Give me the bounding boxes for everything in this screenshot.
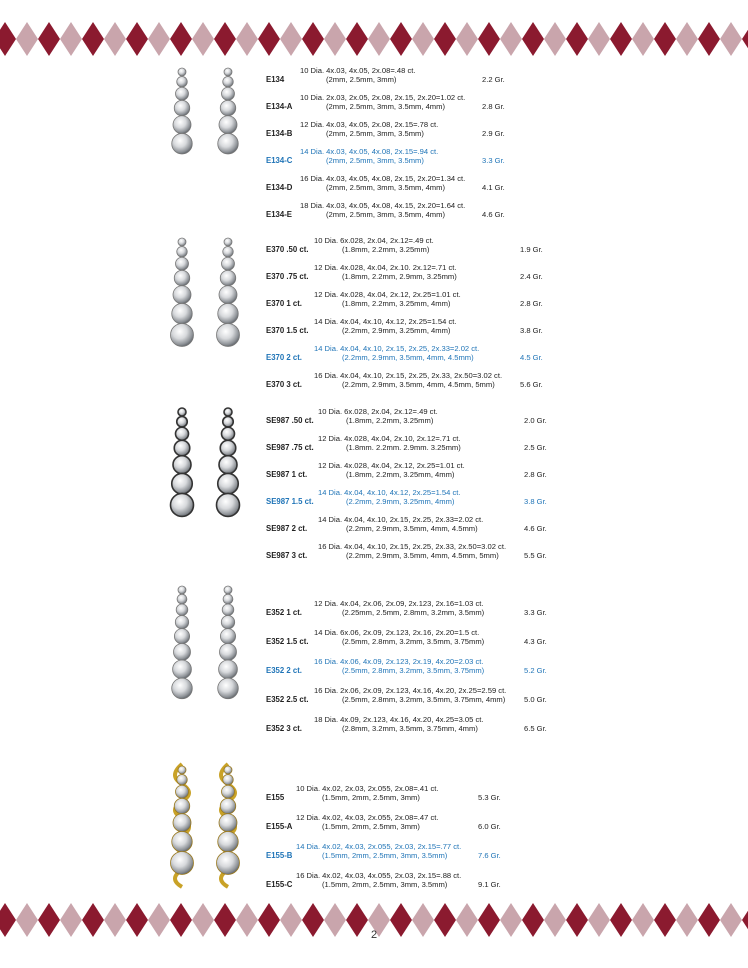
product-code: E134-A	[266, 102, 293, 111]
diamond-ornament	[280, 22, 302, 56]
stone-sizes: (2.5mm, 2.8mm, 3.2mm, 3.5mm, 3.75mm)	[342, 666, 485, 675]
diamond-ornament	[148, 22, 170, 56]
diamond-ornament	[368, 22, 390, 56]
gold-weight: 4.1 Gr.	[482, 183, 505, 192]
product-code: E155-B	[266, 851, 293, 860]
earring-photo-e134	[150, 62, 260, 222]
product-code: SE987 .75 ct.	[266, 443, 314, 452]
product-entry	[0, 599, 748, 619]
diamond-spec: 10 Dia. 2x.03, 2x.05, 2x.08, 2x.15, 2x.20=1.02 ct.	[300, 93, 466, 102]
diamond-ornament	[126, 22, 148, 56]
diamond-spec: 16 Dia. 4x.02, 4x.03, 4x.055, 2x.03, 2x.15=.88 ct.	[296, 871, 462, 880]
product-code: E155	[266, 793, 285, 802]
gold-weight: 2.9 Gr.	[482, 129, 505, 138]
diamond-ornament	[236, 22, 258, 56]
stone-sizes: (1.8mm. 2.2mm. 2.9mm. 3.25mm)	[346, 443, 461, 452]
product-code: SE987 1 ct.	[266, 470, 308, 479]
diamond-ornament	[214, 22, 236, 56]
product-code: E370 1.5 ct.	[266, 326, 309, 335]
diamond-ornament	[698, 22, 720, 56]
diamond-spec: 12 Dia. 4x.028, 4x.04, 2x.12, 2x.25=1.01 ct.	[314, 290, 461, 299]
diamond-spec: 12 Dia. 4x.03, 4x.05, 2x.08, 2x.15=.78 ct.	[300, 120, 439, 129]
product-entry	[0, 201, 748, 221]
gold-weight: 4.6 Gr.	[524, 524, 547, 533]
product-code: E155-C	[266, 880, 293, 889]
gold-weight: 2.0 Gr.	[524, 416, 547, 425]
product-code: SE987 1.5 ct.	[266, 497, 314, 506]
gold-weight: 4.6 Gr.	[482, 210, 505, 219]
product-entry	[0, 657, 748, 677]
page-number: 2	[370, 929, 378, 941]
product-entry	[0, 120, 748, 140]
product-code: E134-C	[266, 156, 293, 165]
product-code: E370 3 ct.	[266, 380, 302, 389]
stone-sizes: (2.2mm, 2.9mm, 3.5mm, 4mm, 4.5mm)	[346, 524, 478, 533]
diamond-ornament	[522, 22, 544, 56]
diamond-spec: 14 Dia. 4x.04, 4x.10, 4x.12, 2x.25=1.54 ct.	[318, 488, 461, 497]
gold-weight: 5.2 Gr.	[524, 666, 547, 675]
earring-photo-icon	[150, 62, 260, 222]
product-code: SE987 .50 ct.	[266, 416, 314, 425]
gold-weight: 2.8 Gr.	[482, 102, 505, 111]
product-code: E370 .75 ct.	[266, 272, 309, 281]
diamond-ornament	[60, 22, 82, 56]
diamond-ornament	[346, 22, 368, 56]
diamond-spec: 12 Dia. 4x.028, 4x.04, 2x.10, 2x.12=.71 ct.	[318, 434, 461, 443]
stone-sizes: (1.8mm, 2.2mm, 3.25mm, 4mm)	[342, 299, 451, 308]
diamond-spec: 16 Dia. 2x.06, 2x.09, 2x.123, 4x.16, 4x.20, 2x.25=2.59 ct.	[314, 686, 507, 695]
diamond-spec: 16 Dia. 4x.06, 4x.09, 2x.123, 2x.19, 4x.20=2.03 ct.	[314, 657, 484, 666]
diamond-ornament	[390, 22, 412, 56]
diamond-ornament	[456, 22, 478, 56]
product-code: E134-D	[266, 183, 293, 192]
gold-weight: 1.9 Gr.	[520, 245, 543, 254]
stone-sizes: (2.25mm, 2.5mm, 2.8mm, 3.2mm, 3.5mm)	[342, 608, 485, 617]
product-entry	[0, 317, 748, 337]
diamond-ornament	[632, 22, 654, 56]
product-code: E352 2.5 ct.	[266, 695, 309, 704]
product-entry	[0, 344, 748, 364]
earring-photo-icon	[150, 232, 260, 392]
diamond-ornament	[742, 22, 748, 56]
product-entry	[0, 784, 748, 804]
diamond-ornament	[104, 22, 126, 56]
gold-weight: 5.6 Gr.	[520, 380, 543, 389]
product-code: E352 3 ct.	[266, 724, 302, 733]
diamond-spec: 10 Dia. 6x.028, 2x.04, 2x.12=.49 ct.	[314, 236, 434, 245]
gold-weight: 6.0 Gr.	[478, 822, 501, 831]
diamond-ornament	[0, 22, 16, 56]
diamond-stone	[178, 766, 186, 774]
stone-sizes: (2.2mm, 2.9mm, 3.25mm, 4mm)	[342, 326, 451, 335]
diamond-ornament	[38, 22, 60, 56]
stone-sizes: (2.2mm, 2.9mm, 3.5mm, 4mm, 4.5mm, 5mm)	[346, 551, 499, 560]
product-entry	[0, 263, 748, 283]
diamond-ornament	[434, 22, 456, 56]
diamond-spec: 10 Dia. 6x.028, 2x.04, 2x.12=.49 ct.	[318, 407, 438, 416]
diamond-ornament	[500, 22, 522, 56]
stone-sizes: (1.5mm, 2mm, 2.5mm, 3mm)	[322, 822, 420, 831]
diamond-ornament	[566, 22, 588, 56]
stone-sizes: (2mm, 2.5mm, 3mm, 3.5mm, 4mm)	[326, 183, 445, 192]
gold-weight: 2.4 Gr.	[520, 272, 543, 281]
gold-weight: 2.5 Gr.	[524, 443, 547, 452]
product-entry	[0, 174, 748, 194]
stone-sizes: (2mm, 2.5mm, 3mm)	[326, 75, 397, 84]
product-code: E370 .50 ct.	[266, 245, 309, 254]
diamond-ornament	[258, 22, 280, 56]
diamond-spec: 16 Dia. 4x.04, 4x.10, 2x.15, 2x.25, 2x.33, 2x.50=3.02 ct.	[314, 371, 503, 380]
gold-weight: 5.3 Gr.	[478, 793, 501, 802]
diamond-spec: 10 Dia. 4x.03, 4x.05, 2x.08=.48 ct.	[300, 66, 416, 75]
diamond-spec: 14 Dia. 4x.04, 4x.10, 4x.12, 2x.25=1.54 ct.	[314, 317, 457, 326]
gold-weight: 9.1 Gr.	[478, 880, 501, 889]
earring-photo-e370	[150, 232, 260, 392]
diamond-ornament	[324, 22, 346, 56]
gold-weight: 5.0 Gr.	[524, 695, 547, 704]
product-entry	[0, 461, 748, 481]
product-entry	[0, 628, 748, 648]
diamond-spec: 14 Dia. 4x.03, 4x.05, 4x.08, 2x.15=.94 ct.	[300, 147, 439, 156]
product-code: E370 1 ct.	[266, 299, 302, 308]
diamond-spec: 10 Dia. 4x.02, 2x.03, 2x.055, 2x.08=.41 ct.	[296, 784, 439, 793]
diamond-spec: 14 Dia. 4x.04, 4x.10, 2x.15, 2x.25, 2x.33=2.02 ct.	[314, 344, 480, 353]
gold-weight: 5.5 Gr.	[524, 551, 547, 560]
product-entry	[0, 434, 748, 454]
diamond-ornament	[478, 22, 500, 56]
product-entry	[0, 813, 748, 833]
diamond-spec: 18 Dia. 4x.09, 2x.123, 4x.16, 4x.20, 4x.25=3.05 ct.	[314, 715, 484, 724]
diamond-spec: 14 Dia. 4x.04, 4x.10, 2x.15, 2x.25, 2x.33=2.02 ct.	[318, 515, 484, 524]
diamond-ornament	[544, 22, 566, 56]
stone-sizes: (1.5mm, 2mm, 2.5mm, 3mm, 3.5mm)	[322, 851, 448, 860]
diamond-spec: 12 Dia. 4x.028, 4x.04, 2x.10. 2x.12=.71 ct.	[314, 263, 457, 272]
diamond-spec: 16 Dia. 4x.04, 4x.10, 2x.15, 2x.25, 2x.33, 2x.50=3.02 ct.	[318, 542, 507, 551]
diamond-ornament	[412, 22, 434, 56]
product-code: E155-A	[266, 822, 293, 831]
diamond-spec: 12 Dia. 4x.028, 4x.04, 2x.12, 2x.25=1.01 ct.	[318, 461, 465, 470]
gold-weight: 3.8 Gr.	[520, 326, 543, 335]
product-code: E352 1.5 ct.	[266, 637, 309, 646]
product-entry	[0, 236, 748, 256]
diamond-ornament	[654, 22, 676, 56]
product-entry	[0, 871, 748, 891]
stone-sizes: (2.2mm, 2.9mm, 3.25mm, 4mm)	[346, 497, 455, 506]
stone-sizes: (2mm, 2.5mm, 3mm, 3.5mm)	[326, 129, 424, 138]
stone-sizes: (2mm, 2.5mm, 3mm, 3.5mm, 4mm)	[326, 210, 445, 219]
diamond-stone	[178, 586, 186, 594]
product-entry	[0, 488, 748, 508]
product-entry	[0, 515, 748, 535]
product-entry	[0, 842, 748, 862]
diamond-spec: 12 Dia. 4x.04, 2x.06, 2x.09, 2x.123, 2x.16=1.03 ct.	[314, 599, 484, 608]
diamond-stone	[224, 766, 232, 774]
diamond-spec: 14 Dia. 4x.02, 4x.03, 2x.055, 2x.03, 2x.15=.77 ct.	[296, 842, 462, 851]
stone-sizes: (2mm, 2.5mm, 3mm, 3.5mm)	[326, 156, 424, 165]
product-code: SE987 3 ct.	[266, 551, 308, 560]
diamond-ornament	[170, 22, 192, 56]
gold-weight: 7.6 Gr.	[478, 851, 501, 860]
product-code: E134	[266, 75, 285, 84]
stone-sizes: (2mm, 2.5mm, 3mm, 3.5mm, 4mm)	[326, 102, 445, 111]
stone-sizes: (1.5mm, 2mm, 2.5mm, 3mm, 3.5mm)	[322, 880, 448, 889]
stone-sizes: (1.8mm, 2.2mm, 3.25mm)	[346, 416, 434, 425]
gold-weight: 3.3 Gr.	[524, 608, 547, 617]
product-code: E134-B	[266, 129, 293, 138]
product-entry	[0, 542, 748, 562]
product-code: E352 2 ct.	[266, 666, 302, 675]
diamond-stone	[224, 586, 232, 594]
product-entry	[0, 66, 748, 86]
stone-sizes: (2.5mm, 2.8mm, 3.2mm, 3.5mm, 3.75mm, 4mm)	[342, 695, 506, 704]
diamond-ornament	[588, 22, 610, 56]
gold-weight: 4.3 Gr.	[524, 637, 547, 646]
stone-sizes: (2.8mm, 3.2mm, 3.5mm, 3.75mm, 4mm)	[342, 724, 478, 733]
diamond-ornament	[676, 22, 698, 56]
product-code: E370 2 ct.	[266, 353, 302, 362]
stone-sizes: (2.5mm, 2.8mm, 3.2mm, 3.5mm, 3.75mm)	[342, 637, 485, 646]
stone-sizes: (1.5mm, 2mm, 2.5mm, 3mm)	[322, 793, 420, 802]
product-entry	[0, 147, 748, 167]
diamond-ornament	[16, 22, 38, 56]
stone-sizes: (1.8mm, 2.2mm, 3.25mm, 4mm)	[346, 470, 455, 479]
diamond-spec: 18 Dia. 4x.03, 4x.05, 4x.08, 4x.15, 2x.20=1.64 ct.	[300, 201, 466, 210]
gold-weight: 2.8 Gr.	[524, 470, 547, 479]
product-entry	[0, 407, 748, 427]
product-code: SE987 2 ct.	[266, 524, 308, 533]
stone-sizes: (2.2mm, 2.9mm, 3.5mm, 4mm, 4.5mm)	[342, 353, 474, 362]
gold-weight: 4.5 Gr.	[520, 353, 543, 362]
product-entry	[0, 93, 748, 113]
product-entry	[0, 715, 748, 735]
diamond-ornament	[82, 22, 104, 56]
product-entry	[0, 290, 748, 310]
top-diamond-border	[0, 22, 748, 56]
product-entry	[0, 371, 748, 391]
gold-weight: 3.3 Gr.	[482, 156, 505, 165]
gold-weight: 6.5 Gr.	[524, 724, 547, 733]
product-entry	[0, 686, 748, 706]
product-code: E134-E	[266, 210, 293, 219]
diamond-ornament	[720, 22, 742, 56]
diamond-ornament	[192, 22, 214, 56]
gold-weight: 2.2 Gr.	[482, 75, 505, 84]
stone-sizes: (2.2mm, 2.9mm, 3.5mm, 4mm, 4.5mm, 5mm)	[342, 380, 495, 389]
product-code: E352 1 ct.	[266, 608, 302, 617]
diamond-ornament	[610, 22, 632, 56]
stone-sizes: (1.8mm, 2.2mm, 3.25mm)	[342, 245, 430, 254]
gold-weight: 2.8 Gr.	[520, 299, 543, 308]
gold-weight: 3.8 Gr.	[524, 497, 547, 506]
stone-sizes: (1.8mm, 2.2mm, 2.9mm, 3.25mm)	[342, 272, 457, 281]
diamond-ornament	[302, 22, 324, 56]
diamond-spec: 14 Dia. 6x.06, 2x.09, 2x.123, 2x.16, 2x.20=1.5 ct.	[314, 628, 480, 637]
diamond-spec: 16 Dia. 4x.03, 4x.05, 4x.08, 2x.15, 2x.20=1.34 ct.	[300, 174, 466, 183]
diamond-spec: 12 Dia. 4x.02, 4x.03, 2x.055, 2x.08=.47 ct.	[296, 813, 439, 822]
